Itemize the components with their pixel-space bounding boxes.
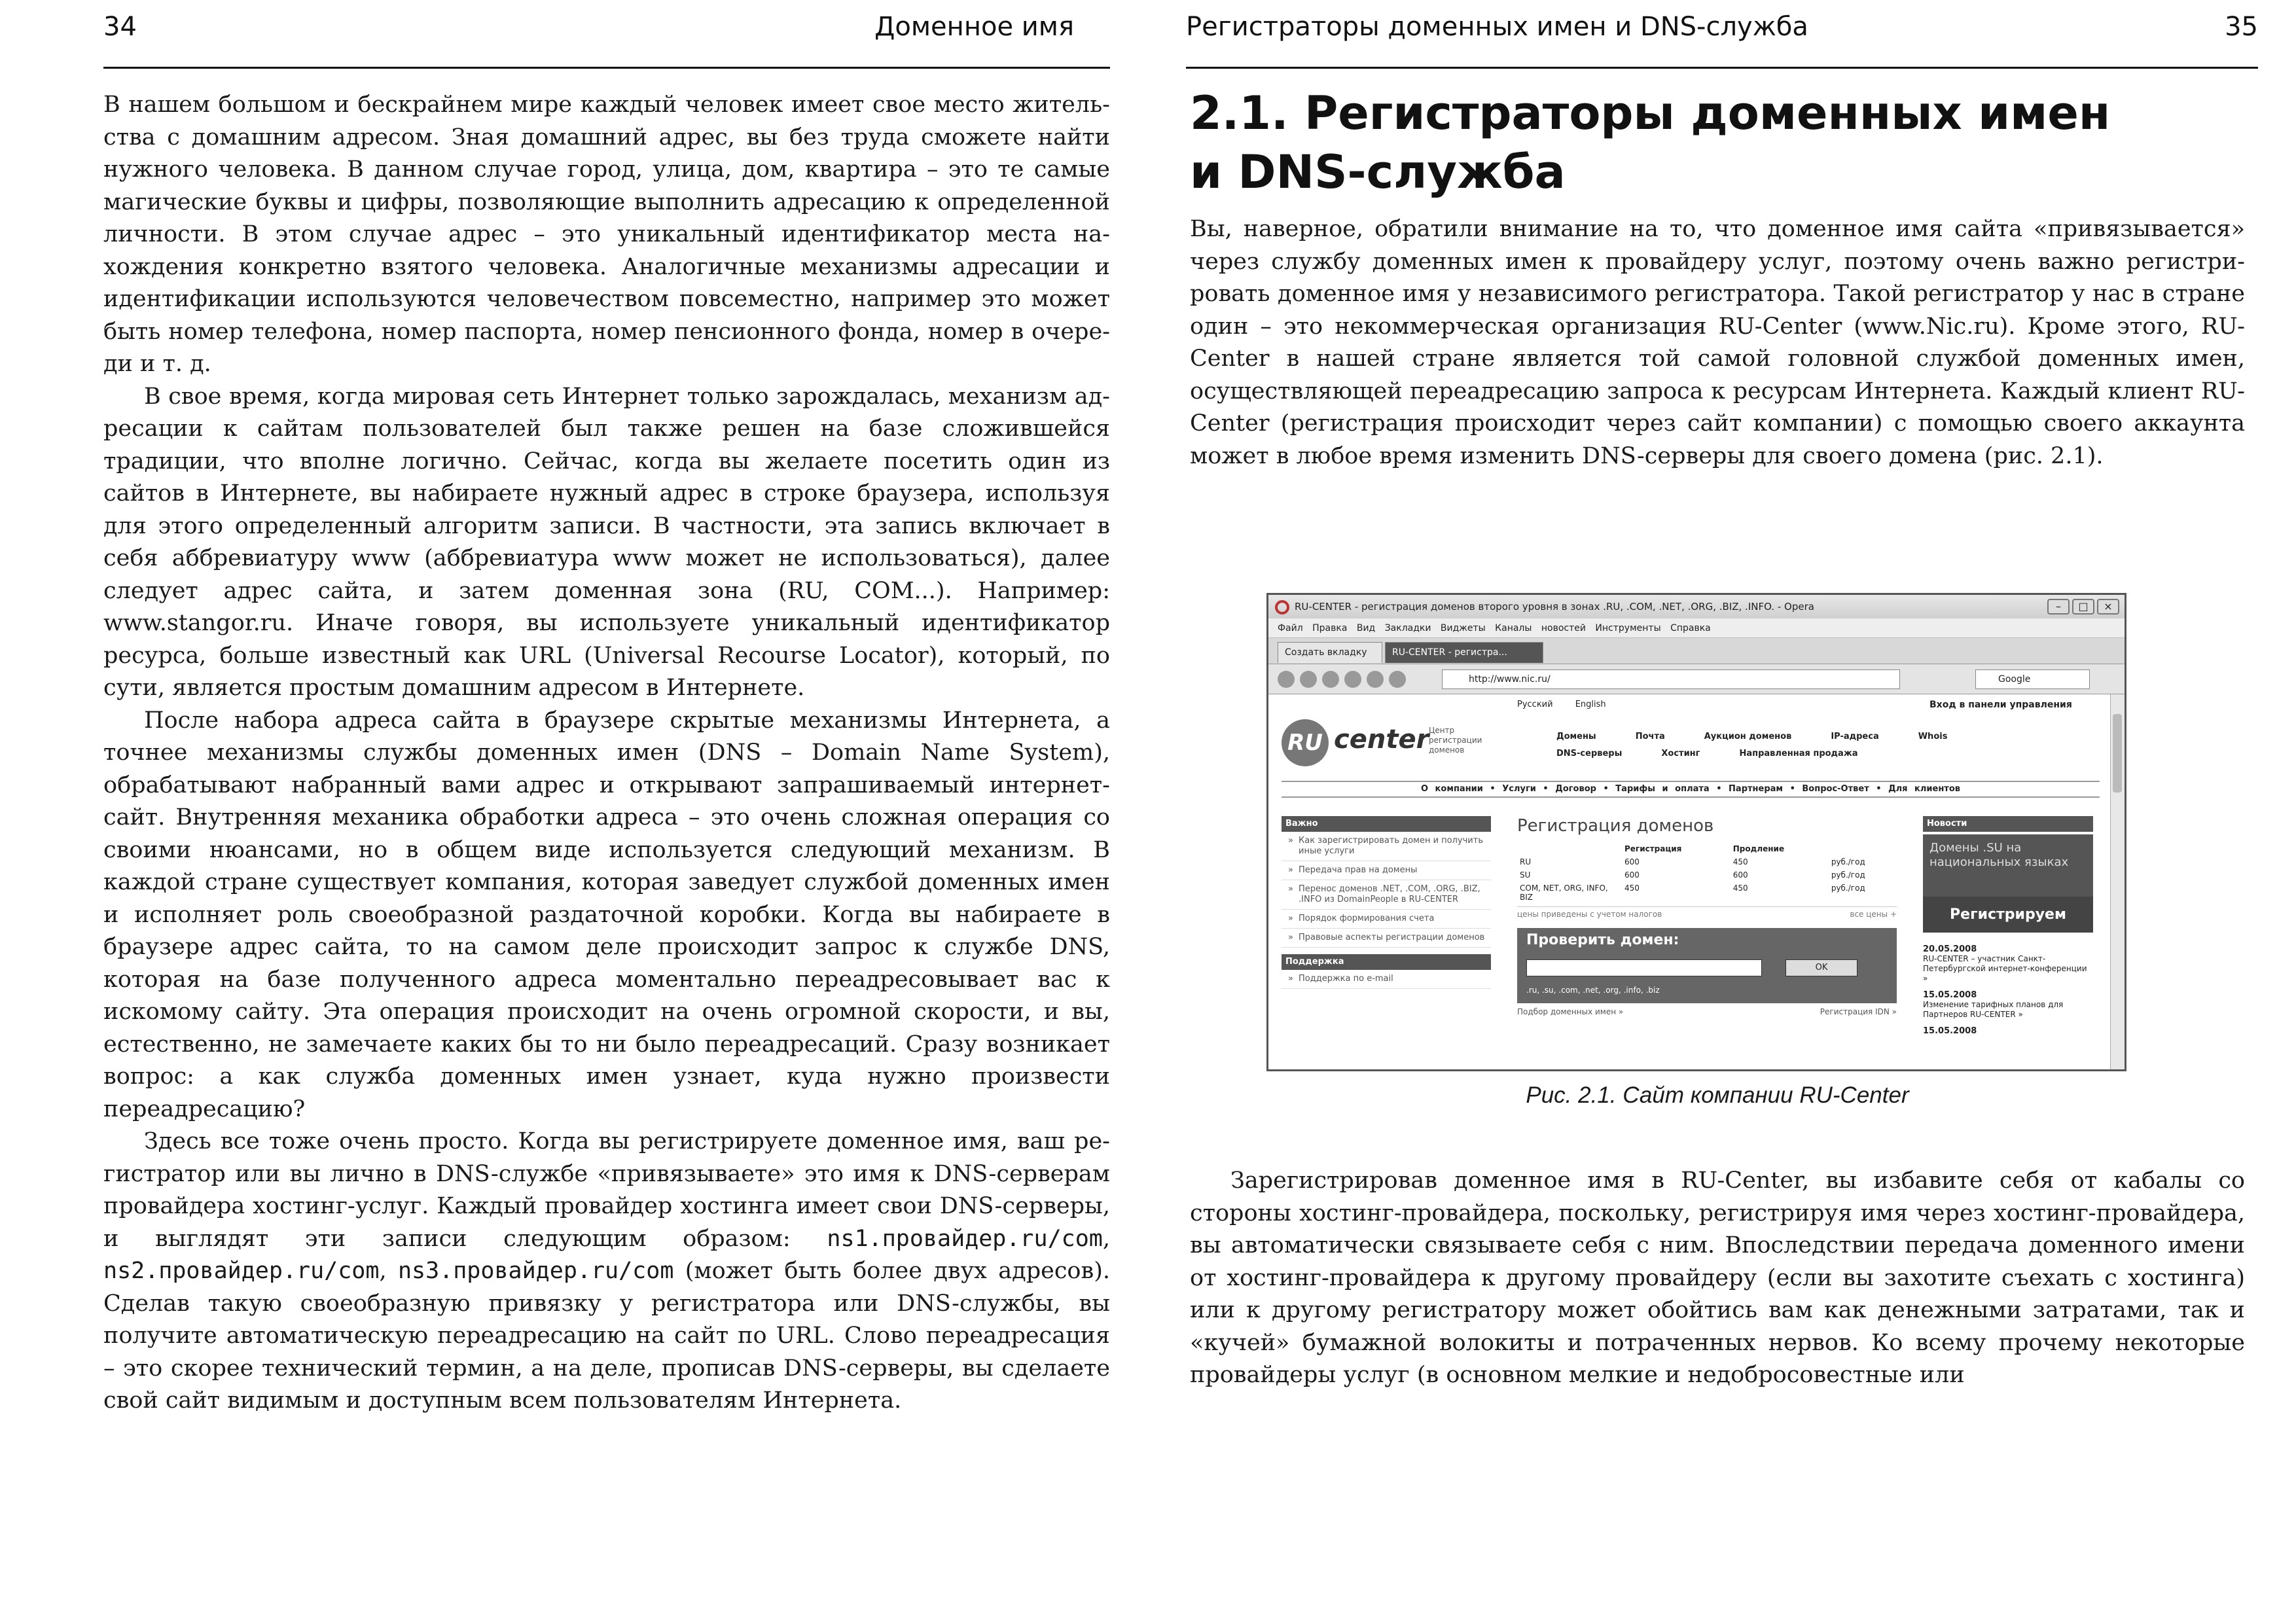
sep: ,: [379, 1258, 398, 1284]
important-column: [1282, 816, 1491, 989]
section-title-line-1: 2.1. Регистраторы доменных имен: [1190, 86, 2111, 140]
menu-bar[interactable]: Файл Правка Вид Закладки Виджеты Каналы новостей Инструменты Справка: [1268, 618, 2125, 638]
right-header-rule: [1186, 67, 2258, 69]
rewind-icon[interactable]: [1322, 671, 1339, 688]
left-header-rule: [103, 67, 1110, 69]
service-nav: [1556, 728, 2093, 762]
news-item[interactable]: [1923, 944, 2093, 984]
code-ns2: ns2.провайдер.ru/com: [103, 1258, 380, 1284]
close-icon[interactable]: ×: [2097, 599, 2119, 615]
table-row: [1517, 868, 1897, 882]
left-page-number: 34: [103, 12, 137, 42]
price: 600: [1732, 870, 1748, 880]
news-date: 15.05.2008: [1923, 1026, 1977, 1036]
tax-note: цены приведены с учетом налогов: [1517, 910, 1662, 919]
top-navigation[interactable]: О компании • Услуги • Договор • Тарифы и оплата • Партнерам • Вопрос-Ответ • Для клиентов: [1282, 781, 2100, 798]
important-header: Важно: [1282, 816, 1491, 832]
search-field[interactable]: Google: [1975, 669, 2090, 689]
home-icon[interactable]: [1389, 671, 1406, 688]
tab-bar: [1268, 638, 2125, 664]
login-link[interactable]: Вход в панели управления: [1929, 700, 2072, 710]
code-ns3: ns3.провайдер.ru/com: [397, 1258, 674, 1284]
price-table: [1517, 842, 1897, 904]
all-prices-link[interactable]: все цены +: [1850, 910, 1897, 919]
paragraph-4-text: Здесь все тоже очень просто. Когда вы регистрируете доменное имя, ваш регистратор или вы лично в DNS-службе «привязываете» это имя к DNS-серверам провайдера хостинг-услуг. Каждый провайдер хостинга имеет свои DNS-серверы, и выглядят эти записи следующим образом:: [103, 1128, 1110, 1252]
registration-title: Регистрация доменов: [1517, 816, 1714, 836]
left-running-head: [103, 12, 1110, 58]
important-link[interactable]: » Порядок формирования счета: [1282, 910, 1491, 929]
opera-logo-icon: [1275, 600, 1289, 615]
news-list: [1923, 944, 2093, 1036]
paragraph-1: В нашем большом и бескрайнем мире каждый человек имеет свое место жительства с домашним адресом. Зная домашний адрес, вы без труда сможете найти нужного человека. В данном случае город, улица, дом, квартира – это те самые магические буквы и цифры, позволяющие выполнить адресацию к определенной личности. В этом случае адрес – это уникальный идентификатор места нахождения конкретно взятого человека. Аналогичные механизмы адресации и идентификации используются человечеством повсеместно, например это может быть номер телефона, номер паспорта, номер пенсионного фонда, номер в очереди и т. д.: [103, 92, 1110, 377]
banner-button[interactable]: Регистрируем: [1923, 897, 2093, 933]
banner-text: Домены .SU на национальных языках: [1929, 841, 2069, 869]
price: 600: [1624, 870, 1640, 880]
table-row: [1517, 882, 1897, 904]
service-link[interactable]: Домены: [1556, 732, 1596, 741]
fast-forward-icon[interactable]: [1344, 671, 1361, 688]
tab-new[interactable]: Создать вкладку: [1278, 642, 1382, 663]
news-text: RU-CENTER – участник Санкт-Петербургской интернет-конференции »: [1923, 954, 2087, 983]
closing-text: Зарегистрировав доменное имя в RU-Center, вы избавите себя от кабалы со стороны хостинг-провайдера, поскольку, регистрируя имя через хостинг-провайдера, вы автоматически связываете себя с ним. Впоследствии передача доменного имени от хостинг-провайдера к другому провайдеру (если вы захотите съехать с хостинга) или к другому регистратору может обойтись вам как денежными затратами, так и «кучей» бумажной волокиты и потраченных нервов. Ко всему прочему некоторые провайдеры услуг (в основном мелкие и недобросовестные или: [1190, 1168, 2245, 1388]
sep: ,: [1102, 1225, 1110, 1252]
domain-check-box: [1517, 928, 1897, 1003]
price: 450: [1732, 883, 1748, 893]
important-link[interactable]: » Как зарегистрировать домен и получить иные услуги: [1282, 832, 1491, 861]
language-links[interactable]: Русский English: [1517, 700, 1606, 709]
paragraph-3: После набора адреса сайта в браузере скрытые механизмы Интернета, а точнее механизмы службы доменных имен (DNS – Domain Name System), обрабатывают набранный вами адрес и открывают запрашиваемый интернет-сайт. Внутренняя механика обработки адреса – это очень сложная операция со своими нюансами, но в общем виде используется следующий механизм. В каждой стране существует компания, которая заведует службой доменных имен и исполняет роль своеобразной раздаточной коробки. Когда вы набираете в браузере адрес сайта, то на самом деле происходит запрос к службе DNS, которая на базе полученного адреса моментально переадресовывает вас к искомому сайту. Эта операция происходит на очень огромной скорости, и вы, естественно, не замечаете каких бы то ни было переадресаций. Сразу возникает вопрос: а как служба доменных имен узнает, куда нужно произвести переадресацию?: [103, 707, 1110, 1122]
forward-icon[interactable]: [1300, 671, 1317, 688]
service-link[interactable]: Аукцион доменов: [1704, 732, 1792, 741]
check-links: [1517, 1007, 1897, 1016]
unit: руб./год: [1831, 883, 1865, 893]
paragraph-4: [103, 1126, 1110, 1418]
support-header: Поддержка: [1282, 954, 1491, 970]
zone: RU: [1520, 857, 1532, 866]
right-page-number: 35: [2225, 12, 2258, 42]
ru-center-logo[interactable]: [1282, 719, 1429, 765]
left-body-text: [103, 89, 1110, 1418]
left-running-title: Доменное имя: [874, 12, 1074, 42]
right-running-title: Регистраторы доменных имен и DNS-служба: [1186, 12, 1808, 42]
important-link[interactable]: » Перенос доменов .NET, .COM, .ORG, .BIZ, .INFO из DomainPeople в RU-CENTER: [1282, 880, 1491, 910]
section-title-line-2: и DNS-служба: [1190, 145, 1566, 199]
address-bar[interactable]: http://www.nic.ru/: [1442, 669, 1900, 689]
logo-center: center: [1334, 724, 1429, 755]
ok-button[interactable]: OK: [1785, 959, 1857, 976]
unit: руб./год: [1831, 857, 1865, 866]
unit: руб./год: [1831, 870, 1865, 880]
web-page: [1268, 694, 2110, 1069]
su-banner[interactable]: [1923, 834, 2093, 933]
service-link[interactable]: IP-адреса: [1831, 732, 1879, 741]
scrollbar[interactable]: [2110, 694, 2125, 1069]
domain-picker-link[interactable]: Подбор доменных имен »: [1517, 1007, 1624, 1016]
price: 450: [1732, 857, 1748, 866]
section-title: [1190, 84, 2110, 202]
window-titlebar: [1268, 595, 2125, 618]
intro-paragraph: [1190, 213, 2245, 473]
col-registration: Регистрация: [1624, 844, 1682, 853]
window-title: RU-CENTER - регистрация доменов второго уровня в зонах .RU, .COM, .NET, .ORG, .BIZ, .INFO. - Opera: [1295, 601, 1814, 613]
zone-list: .ru, .su, .com, .net, .org, .info, .biz: [1526, 986, 1660, 995]
maximize-icon[interactable]: □: [2072, 599, 2094, 615]
registration-column: [1517, 816, 1897, 1016]
window-controls: [2047, 599, 2119, 615]
support-link[interactable]: » Поддержка по e-mail: [1282, 970, 1491, 989]
domain-check-title: Проверить домен:: [1526, 932, 1679, 948]
intro-text: Вы, наверное, обратили внимание на то, что доменное имя сайта «привязывается» через службу доменных имен к провайдеру услуг, поэтому очень важно регистрировать доменное имя у независимого регистратора. Такой регистратор у нас в стране один – это некоммерческая организация RU-Center (www.Nic.ru). Кроме этого, RU-Center в нашей стране является той самой головной службой доменных имен, осуществляющей переадресацию запроса к ресурсам Интернета. Каждый клиент RU-Center (регистрация происходит через сайт компании) с помощью своего аккаунта может в любое время изменить DNS-серверы для своего домена (рис. 2.1).: [1190, 216, 2245, 469]
service-link[interactable]: Почта: [1635, 732, 1665, 741]
back-icon[interactable]: [1278, 671, 1295, 688]
service-link[interactable]: Направленная продажа: [1739, 749, 1858, 758]
paragraph-2: В свое время, когда мировая сеть Интернет только зарождалась, механизм адресации к сайтам пользователей был также решен на базе сложившейся традиции, что вполне логично. Сейчас, когда вы желаете посетить один из сайтов в Интернете, вы набираете нужный адрес в строке браузера, используя для этого определенный алгоритм записи. В частности, эта запись включает в себя аббревиатуру www (аббревиатура www может не использоваться), далее следует адрес сайта, и затем доменная зона (RU, COM...). Например: www.stangor.ru. Иначе говоря, вы используете уникальный идентификатор ресурса, больше известный как URL (Universal Recourse Locator), который, по сути, является простым домашним адресом в Интернете.: [103, 383, 1110, 701]
figure-caption: Рис. 2.1. Сайт компании RU-Center: [1526, 1082, 1909, 1108]
service-link[interactable]: Whois: [1918, 732, 1948, 741]
tab-active[interactable]: RU-CENTER - регистра...: [1385, 642, 1543, 663]
figure-screenshot: [1266, 593, 2126, 1071]
news-header: Новости: [1923, 816, 2093, 832]
price: 450: [1624, 883, 1640, 893]
zone: COM, NET, ORG, INFO, BIZ: [1520, 883, 1608, 902]
table-row: [1517, 855, 1897, 868]
logo-ru: RU: [1282, 719, 1329, 766]
news-item[interactable]: [1923, 990, 2093, 1020]
code-ns1: ns1.провайдер.ru/com: [827, 1225, 1103, 1252]
paragraph-4-tail: (может быть более двух адресов). Сделав такую своеобразную привязку у регистратора или DNS-службы, вы получите автоматическую переадресацию на сайт по URL. Слово переадресация – это скорее технический термин, а на деле, прописав DNS-серверы, вы сделаете свой сайт видимым и доступным всем пользователям Интернета.: [103, 1258, 1110, 1414]
logo-subtitle: Центр регистрации доменов: [1429, 726, 1482, 755]
idn-link[interactable]: Регистрация IDN »: [1820, 1007, 1897, 1016]
service-link[interactable]: Хостинг: [1661, 749, 1700, 758]
right-running-head: [1186, 12, 2258, 58]
zone: SU: [1520, 870, 1531, 880]
important-link[interactable]: » Правовые аспекты регистрации доменов: [1282, 929, 1491, 948]
col-renewal: Продление: [1732, 844, 1785, 853]
closing-paragraph: [1190, 1165, 2245, 1392]
news-item[interactable]: [1923, 1026, 2093, 1036]
news-text: Изменение тарифных планов для Партнеров RU-CENTER »: [1923, 1000, 2064, 1019]
reload-icon[interactable]: [1367, 671, 1384, 688]
minimize-icon[interactable]: –: [2047, 599, 2070, 615]
price: 600: [1624, 857, 1640, 866]
price-note: [1517, 906, 1897, 919]
important-link[interactable]: » Передача прав на домены: [1282, 861, 1491, 880]
scroll-thumb[interactable]: [2113, 714, 2122, 793]
domain-input[interactable]: [1526, 959, 1762, 976]
news-date: 15.05.2008: [1923, 990, 1977, 1000]
toolbar: [1268, 664, 2125, 694]
service-link[interactable]: DNS-серверы: [1556, 749, 1623, 758]
news-column: [1923, 816, 2093, 1043]
news-date: 20.05.2008: [1923, 944, 1977, 954]
